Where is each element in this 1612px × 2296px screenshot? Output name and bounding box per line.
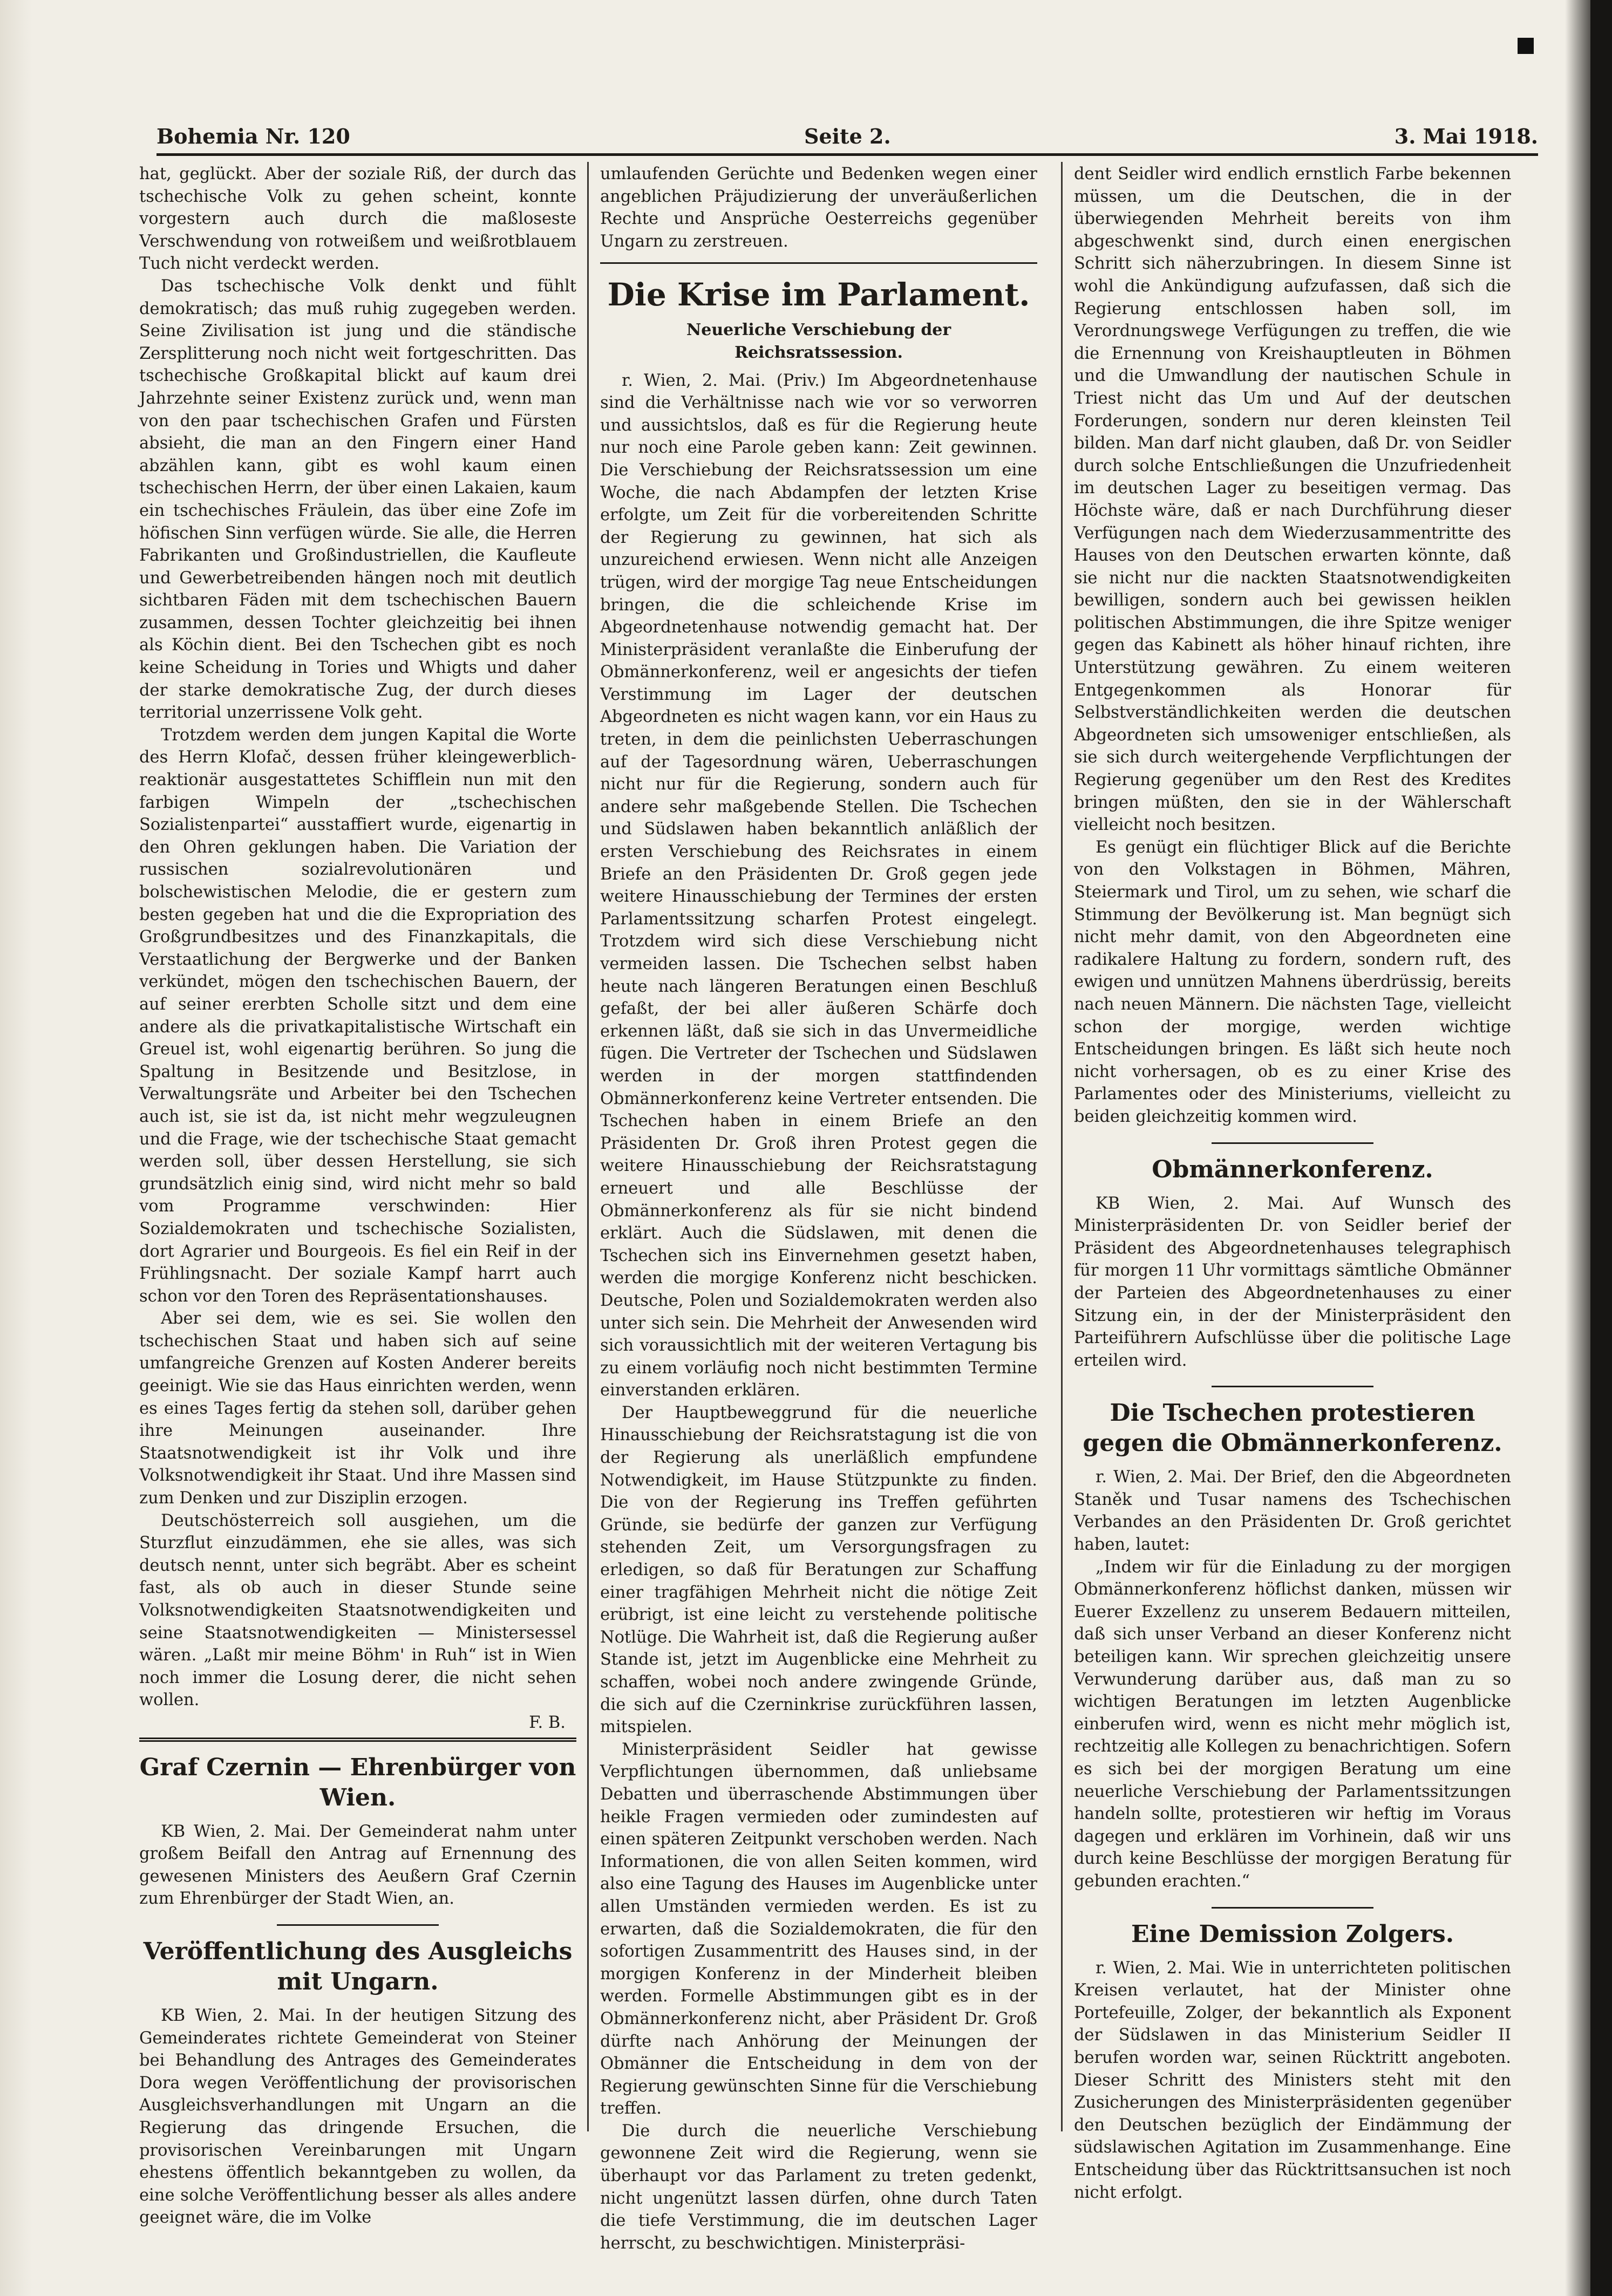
subheadline: Neuerliche Verschiebung der Reichsratssession. (686, 321, 951, 362)
paragraph: KB Wien, 2. Mai. Auf Wunsch des Ministerpräsidenten Dr. von Seidler berief der Präsident des Abgeordnetenhauses telegraphisch für morgen 11 Uhr vormittags sämtliche Obmänner der Parteien des Abgeordnetenhauses zu einer Sitzung ein, in der der Ministerpräsident den Parteiführern Aufschlüsse über die politische Lage erteilen wird. (1074, 1194, 1511, 1370)
page-number: Seite 2. (804, 124, 891, 148)
paragraph: Das tschechische Volk denkt und fühlt demokratisch; das muß ruhig zugegeben werden. Seine Zivilisation ist jung und die ständische Zersplitterung noch nicht weit fortgeschritten. Das tschechische Großkapital blickt auf kaum drei Jahrzehnte seiner Existenz zurück und, wenn man von den paar tschechischen Grafen und Fürsten absieht, die man an den Fingern einer Hand abzählen kann, gibt es wohl kaum einen tschechischen Herrn, der über einen Lakaien, kaum ein tschechisches Fräulein, das über eine Zofe im höfischen Sinn verfügen würde. Sie alle, die Herren Fabrikanten und Großindustriellen, die Kaufleute und Gewerbetreibenden hängen noch mit deutlich sichtbaren Fäden mit dem tschechischen Bauern zusammen, dessen Tochter gleichzeitig bei ihnen als Köchin dient. Bei den Tschechen gibt es noch keine Scheidung in Tories und Whigts und daher der starke demokratische Zug, der durch dieses territorial unzerrissene Volk geht. (139, 276, 576, 723)
scan-edge (1590, 0, 1612, 2296)
article-separator (277, 1924, 439, 1926)
header-rule (157, 153, 1538, 156)
quoted-letter: „Indem wir für die Einladung zu der morgigen Obmännerkonferenz höflichst danken, müssen wir Euerer Exzellenz zu unserem Bedauern mitteilen, daß sich unser Verband an dieser Konferenz nicht beteiligen kann. Wir sprechen gleichzeitig unsere Verwunderung darüber aus, daß man zu so wichtigen Beratungen im letzten Augenblicke einberufen wird, wenn es nicht mehr möglich ist, rechtzeitig alle Kollegen zu benachrichtigen. Sofern es sich bei der morgigen Beratung um eine neuerliche Verschiebung der Parlamentssitzungen handeln sollte, protestieren wir heftig im Voraus dagegen und erklären im Vorhinein, daß wir uns durch keine Beschlüsse der morgigen Beratung für gebunden erachten.“ (1074, 1557, 1511, 1891)
column-2 (600, 163, 1037, 2253)
column-3 (1074, 163, 1511, 2202)
paragraph: KB Wien, 2. Mai. In der heutigen Sitzung des Gemeinderates richtete Gemeinderat von Steiner bei Behandlung des Antrages des Gemeinderates Dora wegen Veröffentlichung der provisorischen Ausgleichsverhandlungen mit Ungarn an die Regierung das dringende Ersuchen, die provisorischen Vereinbarungen mit Ungarn ehestens öffentlich bekanntgeben zu wollen, da eine solche Veröffentlichung besser als alles andere geeignet wäre, die im Volke (139, 2006, 576, 2227)
paragraph: hat, geglückt. Aber der soziale Riß, der durch das tschechische Volk zu gehen scheint, konnte vorgestern auch durch die maßloseste Verschwendung von rotweißem und weißrotblauem Tuch nicht verdeckt werden. (139, 165, 576, 274)
paragraph: r. Wien, 2. Mai. (Priv.) Im Abgeordnetenhause sind die Verhältnisse nach wie vor so verworren und aussichtslos, daß es für die Regierung heute nur noch eine Parole geben kann: Zeit gewinnen. Die Verschiebung der Reichsratssession um eine Woche, die nach Abdampfen der letzten Krise erfolgte, um Zeit für die vorbereitenden Schritte der Regierung zu gewinnen, hat sich als unzureichend erwiesen. Wenn nicht alle Anzeigen trügen, wird der morgige Tag neue Entscheidungen bringen, die die schleichende Krise im Abgeordnetenhause notwendig gemacht hat. Der Ministerpräsident veranlaßte die Einberufung der Obmännerkonferenz, weil er angesichts der tiefen Verstimmung im Lager der deutschen Abgeordneten es nicht wagen kann, vor ein Haus zu treten, in dem die peinlichsten Ueberraschungen auf der Tagesordnung wären, Ueberraschungen nicht nur für die Regierung, sondern auch für andere sehr maßgebende Stellen. Die Tschechen und Südslawen haben bekanntlich anläßlich der ersten Verschiebung des Reichsrates in einem Briefe an den Präsidenten Dr. Groß gegen jede weitere Hinausschiebung der Termines der ersten Parlamentssitzung scharfen Protest eingelegt. Trotzdem wird sich diese Verschiebung nicht vermeiden lassen. Die Tschechen selbst haben heute nach längeren Beratungen einen Beschluß gefaßt, der bei aller äußeren Schärfe doch erkennen läßt, daß sie sich in das Unvermeidliche fügen. Die Vertreter der Tschechen und Südslawen werden in der morgen stattfindenden Obmännerkonferenz keine Vertreter entsenden. Die Tschechen haben in einem Briefe an den Präsidenten Dr. Groß ihren Protest gegen die weitere Hinausschiebung der Reichsratstagung erneuert und alle Beschlüsse der Obmännerkonferenz als für sie nicht bindend erklärt. Auch die Südslawen, mit denen die Tschechen sich ins Einvernehmen gesetzt haben, werden die morgige Konferenz nicht beschicken. Deutsche, Polen und Sozialdemokraten werden also unter sich sein. Die Mehrheit der Anwesenden wird sich voraussichtlich mit der weiteren Vertagung bis zu einem vorläufig noch nicht bestimmten Termine einverstanden erklären. (600, 371, 1037, 1400)
paragraph: r. Wien, 2. Mai. Wie in unterrichteten politischen Kreisen verlautet, hat der Minister ohne Portefeuille, Zolger, der bekanntlich als Exponent der Südslawen in das Ministerium Seidler II berufen worden war, seinen Rücktritt angeboten. Dieser Schritt des Ministers steht mit den Zusicherungen des Ministerpräsidenten gegenüber den Deutschen bezüglich der Eindämmung der südslawischen Agitation im Zusammenhange. Eine Entscheidung über das Rücktrittsansuchen ist noch nicht erfolgt. (1074, 1958, 1511, 2202)
page-header (157, 120, 1538, 152)
scan-marker (1518, 38, 1534, 54)
newspaper-issue: Bohemia Nr. 120 (157, 124, 350, 148)
paragraph: Aber sei dem, wie es sei. Sie wollen den tschechischen Staat und haben sich auf seine umfangreiche Grenzen auf Kosten Anderer bereits geeinigt. Wie sie das Haus einrichten werden, wenn es eines Tages fertig da stehen soll, darüber gehen ihre Meinungen auseinander. Ihre Staatsnotwendigkeit ist ihr Volk und ihre Volksnotwendigkeit ihr Staat. Und ihre Massen sind zum Denken und zur Disziplin erzogen. (139, 1309, 576, 1508)
article-separator (139, 1738, 576, 1742)
column-divider (587, 162, 589, 2131)
headline-ausgleich: Veröffentlichung des Ausgleichs mit Ungarn. (143, 1937, 573, 1995)
paragraph: r. Wien, 2. Mai. Der Brief, den die Abgeordneten Staněk und Tusar namens des Tschechischen Verbandes an den Präsidenten Dr. Groß gerichtet haben, lautet: (1074, 1468, 1511, 1555)
author-signature: F. B. (529, 1713, 566, 1732)
headline-czernin: Graf Czernin — Ehrenbürger von Wien. (139, 1753, 576, 1811)
headline-krise: Die Krise im Parlament. (607, 276, 1030, 314)
article-separator (600, 262, 1037, 264)
article-separator (1212, 1907, 1373, 1909)
headline-obmaennerkonferenz: Obmännerkonferenz. (1152, 1155, 1433, 1183)
issue-date: 3. Mai 1918. (1394, 124, 1538, 148)
column-1 (139, 163, 576, 2227)
headline-tschechen-protest: Die Tschechen protestieren gegen die Obmännerkonferenz. (1083, 1399, 1502, 1457)
paragraph: Ministerpräsident Seidler hat gewisse Verpflichtungen übernommen, daß unliebsame Debatten und überraschende Abstimmungen über heikle Fragen vermieden oder zumindesten auf einen späteren Zeitpunkt verschoben werden. Nach Informationen, die von allen Seiten kommen, wird also eine Tagung des Hauses im Augenblicke unter allen Umständen vermieden werden. Es ist zu erwarten, daß die Sozialdemokraten, die für den sofortigen Zusammentritt des Hauses sind, in der morgigen Konferenz in der Minderheit bleiben werden. Formelle Abstimmungen gibt es in der Obmännerkonferenz nicht, aber Präsident Dr. Groß dürfte nach Anhörung der Meinungen der Obmänner die Entscheidung in dem von der Regierung gewünschten Sinne für die Verschiebung treffen. (600, 1740, 1037, 2118)
article-separator (1212, 1142, 1373, 1144)
column-divider (1061, 162, 1063, 2131)
paragraph: Es genügt ein flüchtiger Blick auf die Berichte von den Volkstagen in Böhmen, Mähren, Steiermark und Tirol, um zu sehen, wie scharf die Stimmung der Bevölkerung ist. Man begnügt sich nicht mehr damit, von den Abgeordneten eine radikalere Haltung zu fordern, sondern ruft, des ewigen und unnützen Mahnens überdrüssig, bereits nach neuen Männern. Die nächsten Tage, vielleicht schon der morgige, werden wichtige Entscheidungen bringen. Es läßt sich heute noch nicht vorhersagen, ob es zu einer Krise des Parlamentes oder des Ministeriums, vielleicht zu beiden gleichzeitig kommen wird. (1074, 837, 1511, 1126)
paragraph: Die durch die neuerliche Verschiebung gewonnene Zeit wird die Regierung, wenn sie überhaupt vor das Parlament zu treten gedenkt, nicht ungenützt lassen dürfen, ohne durch Taten die tiefe Verstimmung, die im deutschen Lager herrscht, zu beschwichtigen. Ministerpräsi- (600, 2121, 1037, 2253)
paragraph: Deutschösterreich soll ausgiehen, um die Sturzflut einzudämmen, ehe sie alles, was sich deutsch nennt, unter sich begräbt. Aber es scheint fast, als ob auch in dieser Stunde seine Volksnotwendigkeiten Staatsnotwendigkeiten und seine Staatsnotwendigkeiten — Ministersessel wären. „Laßt mir meine Böhm' in Ruh“ ist in Wien noch immer die Losung derer, die nicht sehen wollen. (139, 1511, 576, 1710)
paragraph: umlaufenden Gerüchte und Bedenken wegen einer angeblichen Präjudizierung der unveräußerlichen Rechte und Ansprüche Oesterreichs gegenüber Ungarn zu zerstreuen. (600, 165, 1037, 251)
article-separator (1212, 1386, 1373, 1387)
headline-demission: Eine Demission Zolgers. (1131, 1920, 1454, 1948)
paragraph: KB Wien, 2. Mai. Der Gemeinderat nahm unter großem Beifall den Antrag auf Ernennung des gewesenen Ministers des Aeußern Graf Czernin zum Ehrenbürger der Stadt Wien, an. (139, 1822, 576, 1909)
paragraph: Trotzdem werden dem jungen Kapital die Worte des Herrn Klofač, dessen früher kleingewerblich-reaktionär ausgestattetes Schifflein nun mit den farbigen Wimpeln der „tschechischen Sozialistenpartei“ ausstaffiert wurde, eigenartig in den Ohren geklungen haben. Die Variation der russischen sozialrevolutionären und bolschewistischen Melodie, die er gestern zum besten gegeben hat und die die Expropriation des Großgrundbesitzes und des Finanzkapitals, die Verstaatlichung der Bergwerke und der Banken verkündet, mögen den tschechischen Bauern, der auf seiner ererbten Scholle sitzt und dem eine andere als die privatkapitalistische Wirtschaft ein Greuel ist, wohl eigenartig berühren. So jung die Spaltung in Besitzende und Besitzlose, in Verwaltungsräte und Arbeiter bei den Tschechen auch ist, sie ist da, ist nicht mehr wegzuleugnen und die Frage, wie der tschechische Staat gemacht werden soll, über dessen Herstellung, sie sich grundsätzlich einig sind, wird nicht mehr so bald vom Programme verschwinden: Hier Sozialdemokraten und tschechische Sozialisten, dort Agrarier und Bourgeois. Es fiel ein Reif in der Frühlingsnacht. Der soziale Kampf harrt auch schon vor den Toren des Repräsentationshauses. (139, 725, 576, 1306)
paragraph: Der Hauptbeweggrund für die neuerliche Hinausschiebung der Reichsratstagung ist die von der Regierung als unerläßlich empfundene Notwendigkeit, im Hause Stützpunkte zu finden. Die von der Regierung ins Treffen geführten Gründe, sie bedürfe der ganzen zur Verfügung stehenden Zeit, um Versorgungsfragen zu erledigen, so daß für Beratungen zur Schaffung einer tragfähigen Mehrheit nicht die nötige Zeit erübrigt, ist eine leicht zu verstehende politische Notlüge. Die Wahrheit ist, daß die Regierung außer Stande ist, jetzt im Augenblicke eine Mehrheit zu schaffen, wobei noch andere zwingende Gründe, die sich auf die Czerninkrise zurückführen lassen, mitspielen. (600, 1403, 1037, 1737)
paragraph: dent Seidler wird endlich ernstlich Farbe bekennen müssen, um die Deutschen, die in der überwiegenden Mehrheit bereits von ihm abgeschwenkt sind, durch einen energischen Schritt sich näherzubringen. In diesem Sinne ist wohl die Ankündigung aufzufassen, daß sich die Regierung entschlossen haben soll, im Verordnungswege Verfügungen zu treffen, die wie die Ernennung von Kreishauptleuten in Böhmen und die Umwandlung der nautischen Schule in Triest nicht das Um und Auf der deutschen Forderungen, sondern nur deren kleinsten Teil bilden. Man darf nicht glauben, daß Dr. von Seidler durch solche Entschließungen die Unzufriedenheit im deutschen Lager zu beseitigen vermag. Das Höchste wäre, daß er nach Durchführung dieser Verfügungen nach dem Wiederzusammentritte des Hauses von den Deutschen erwarten könnte, daß sie nicht nur die nackten Staatsnotwendigkeiten bewilligen, sondern auch bei gewissen heiklen politischen Abstimmungen, die ihre Spitze weniger gegen das Kabinett als höher hinauf richten, ihre Unterstützung gewähren. Zu einem weiteren Entgegenkommen als Honorar für Selbstverständlichkeiten werden die deutschen Abgeordneten sich umsoweniger entschließen, als sie sich durch weitergehende Verpflichtungen der Regierung gegenüber um den Rest des Kredites bringen müßten, den sie in der Wählerschaft vielleicht noch besitzen. (1074, 165, 1511, 835)
